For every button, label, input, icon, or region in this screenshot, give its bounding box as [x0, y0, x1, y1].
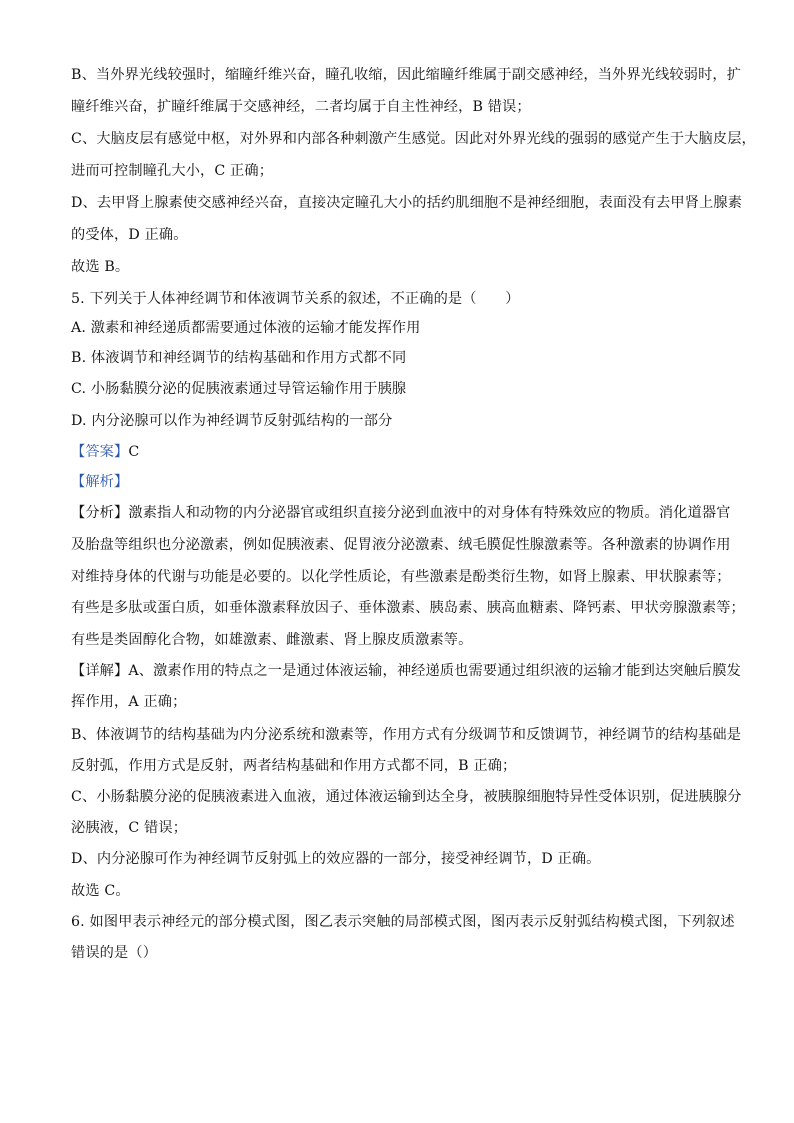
analysis-tag: 【解析】: [71, 474, 129, 490]
text-line: 反射弧，作用方式是反射，两者结构基础和作用方式都不同，B 正确；: [71, 758, 517, 774]
answer-value: C: [128, 444, 140, 460]
question-5-option-c: C. 小肠黏膜分泌的促胰液素通过导管运输作用于胰腺: [71, 381, 407, 397]
question-5-option-b: B. 体液调节和神经调节的结构基础和作用方式都不同: [71, 350, 407, 366]
text-line: B、当外界光线较强时，缩瞳纤维兴奋，瞳孔收缩，因此缩瞳纤维属于副交感神经，当外界光线较弱时，扩: [71, 67, 742, 83]
answer-tag: 【答案】: [71, 444, 129, 460]
xiangjie-text: A、激素作用的特点之一是通过体液运输，神经递质也需要通过组织液的运输才能到达突触后膜发: [128, 663, 741, 679]
question-6-stem-cont: 错误的是（）: [71, 945, 158, 961]
text-line: 挥作用，A 正确；: [71, 694, 187, 710]
answer-line: [71, 442, 734, 462]
fenxi-text: 激素指人和动物的内分泌器官或组织直接分泌到血液中的对身体有特殊效应的物质。消化道器官: [128, 505, 731, 521]
question-5-option-a: A. 激素和神经递质都需要通过体液的运输才能发挥作用: [71, 320, 421, 336]
text-line: 泌胰液，C 错误；: [71, 820, 188, 836]
text-line: 的受体，D 正确。: [71, 227, 188, 243]
text-line: D、内分泌腺可作为神经调节反射弧上的效应器的一部分，接受神经调节，D 正确。: [71, 851, 601, 867]
text-line: C、大脑皮层有感觉中枢，对外界和内部各种刺激产生感觉。因此对外界光线的强弱的感觉产生于大脑皮层，: [71, 131, 756, 147]
xiangjie-line: [71, 661, 741, 681]
text-line: 有些是多肽或蛋白质，如垂体激素释放因子、垂体激素、胰岛素、胰高血糖素、降钙素、甲状旁腺激素等；: [71, 600, 745, 616]
text-line: B、体液调节的结构基础为内分泌系统和激素等，作用方式有分级调节和反馈调节，神经调节的结构基础是: [71, 727, 742, 743]
text-line: 对维持身体的代谢与功能是必要的。以化学性质论，有些激素是酚类衍生物，如肾上腺素、甲状腺素等；: [71, 569, 731, 585]
text-line: 瞳纤维兴奋，扩瞳纤维属于交感神经，二者均属于自主性神经，B 错误；: [71, 99, 531, 115]
conclusion-line: 故选 B。: [71, 259, 130, 275]
conclusion-line: 故选 C。: [71, 883, 130, 899]
question-5-stem: 5. 下列关于人体神经调节和体液调节关系的叙述，不正确的是（ ）: [71, 291, 520, 307]
text-line: D、去甲肾上腺素使交感神经兴奋，直接决定瞳孔大小的括约肌细胞不是神经细胞，表面没有去甲肾上腺素: [71, 195, 743, 211]
question-5-option-d: D. 内分泌腺可以作为神经调节反射弧结构的一部分: [71, 413, 393, 429]
text-line: 进而可控制瞳孔大小，C 正确；: [71, 163, 274, 179]
question-6-stem: 6. 如图甲表示神经元的部分模式图，图乙表示突触的局部模式图，图丙表示反射弧结构模式图，下列叙述: [71, 914, 735, 930]
xiangjie-tag: 【详解】: [71, 663, 129, 679]
text-line: 及胎盘等组织也分泌激素，例如促胰液素、促胃液分泌激素、绒毛膜促性腺激素等。各种激素的协调作用: [71, 537, 731, 553]
text-line: 有些是类固醇化合物，如雄激素、雌激素、肾上腺皮质激素等。: [71, 632, 473, 648]
fenxi-tag: 【分析】: [71, 505, 129, 521]
analysis-tag-line: [71, 472, 734, 492]
text-line: C、小肠黏膜分泌的促胰液素进入血液，通过体液运输到达全身，被胰腺细胞特异性受体识别，促进胰腺分: [71, 789, 742, 805]
fenxi-line: [71, 503, 734, 523]
